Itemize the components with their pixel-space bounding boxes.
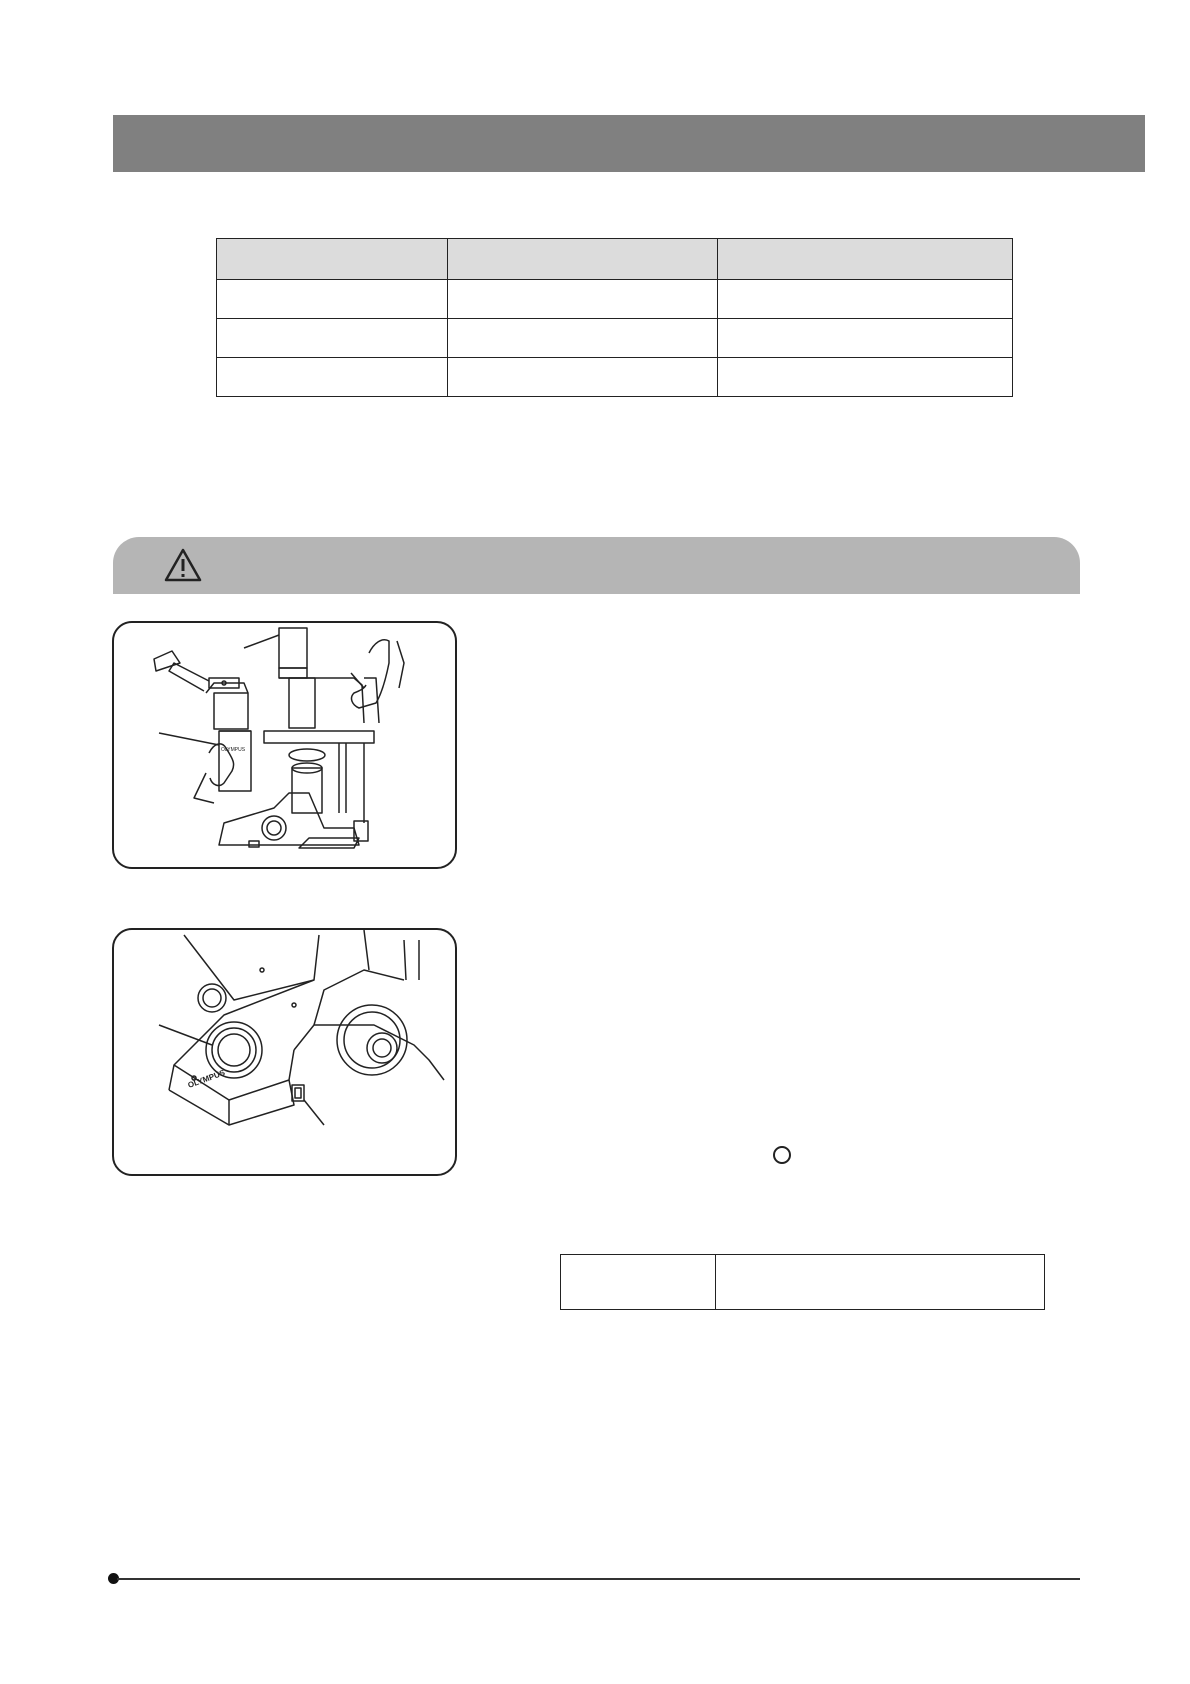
power-off-circle-icon bbox=[773, 1146, 791, 1164]
table-row bbox=[217, 319, 1013, 358]
table-cell bbox=[561, 1255, 716, 1310]
caution-bar bbox=[113, 537, 1080, 594]
figure-microscope-base-controls bbox=[112, 928, 457, 1176]
spec-table bbox=[216, 238, 1013, 397]
figure-brand-label: OLYMPUS bbox=[221, 747, 246, 753]
table-cell bbox=[217, 358, 448, 397]
figure-brand-label: OLYMPUS bbox=[186, 1068, 227, 1090]
figure-carrying-microscope bbox=[112, 621, 457, 869]
microscope-carry-illustration bbox=[114, 623, 455, 867]
note-table bbox=[560, 1254, 1045, 1310]
section-title bbox=[113, 131, 133, 156]
table-row bbox=[217, 358, 1013, 397]
footer-rule bbox=[117, 1578, 1080, 1580]
table-cell bbox=[718, 358, 1013, 397]
section-title-bar bbox=[113, 115, 1145, 172]
table-header-row bbox=[217, 239, 1013, 280]
table-row bbox=[217, 280, 1013, 319]
table-cell bbox=[718, 280, 1013, 319]
table-header-cell bbox=[447, 239, 718, 280]
warning-triangle-icon bbox=[163, 547, 203, 583]
table-header-cell bbox=[718, 239, 1013, 280]
table-cell bbox=[217, 319, 448, 358]
table-cell bbox=[217, 280, 448, 319]
microscope-base-illustration bbox=[114, 930, 455, 1174]
table-header-cell bbox=[217, 239, 448, 280]
table-row bbox=[561, 1255, 1045, 1310]
table-cell bbox=[447, 319, 718, 358]
table-cell bbox=[447, 280, 718, 319]
table-cell bbox=[715, 1255, 1044, 1310]
table-cell bbox=[718, 319, 1013, 358]
table-cell bbox=[447, 358, 718, 397]
